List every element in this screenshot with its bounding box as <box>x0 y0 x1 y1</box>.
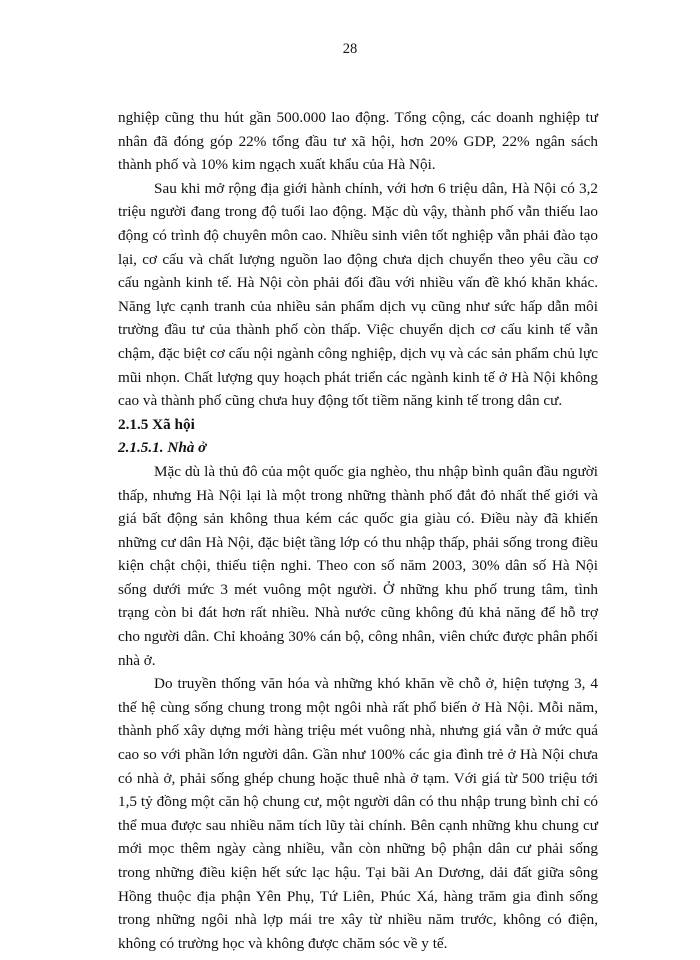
paragraph-housing-cost: Mặc dù là thủ đô của một quốc gia nghèo, thu nhập bình quân đầu người thấp, nhưng Hà Nội lại là một trong những thành phố đắt đỏ nhất thế giới và giá bất động sản không thua kém các quốc gia giàu có. Điều này đã khiến những cư dân Hà Nội, đặc biệt tầng lớp có thu nhập thấp, phải sống trong điều kiện chật chội, thiếu tiện nghi. Theo con số năm 2003, 30% dân số Hà Nội sống dưới mức 3 mét vuông một người. Ở những khu phố trung tâm, tình trạng còn bi đát hơn rất nhiều. Nhà nước cũng không đủ khả năng để hỗ trợ cho người dân. Chỉ khoảng 30% cán bộ, công nhân, viên chức được phân phối nhà ở. <box>118 462 598 669</box>
section-heading: 2.1.5 Xã hội <box>118 415 195 433</box>
document-body <box>118 106 598 955</box>
paragraph-continuation: nghiệp cũng thu hút gần 500.000 lao động. Tổng cộng, các doanh nghiệp tư nhân đã đóng góp 22% tổng đầu tư xã hội, hơn 20% GDP, 22% ngân sách thành phố và 10% kim ngạch xuất khẩu của Hà Nội. <box>118 109 598 174</box>
paragraph-housing-generations: Do truyền thống văn hóa và những khó khăn về chỗ ở, hiện tượng 3, 4 thế hệ cùng sống chung trong một ngôi nhà rất phổ biến ở Hà Nội. Mỗi năm, thành phố xây dựng mới hàng triệu mét vuông nhà, nhưng giá vẫn ở mức quá cao so với phần lớn người dân. Gần như 100% các gia đình trẻ ở Hà Nội chưa có nhà ở, phải sống ghép chung hoặc thuê nhà ở tạm. Với giá từ 500 triệu tới 1,5 tỷ đồng một căn hộ chung cư, một người dân có thu nhập trung bình chỉ có thể mua được sau nhiều năm tích lũy tài chính. Bên cạnh những khu chung cư mới mọc thêm ngày càng nhiều, vẫn còn những bộ phận dân cư phải sống trong những điều kiện hết sức lạc hậu. Tại bãi An Dương, dải đất giữa sông Hồng thuộc địa phận Yên Phụ, Tứ Liên, Phúc Xá, hàng trăm gia đình sống trong những ngôi nhà lợp mái tre xây từ nhiều năm trước, không có điện, không có trường học và không được chăm sóc về y tế. <box>118 675 598 952</box>
paragraph-labor: Sau khi mở rộng địa giới hành chính, với hơn 6 triệu dân, Hà Nội có 3,2 triệu người đang trong độ tuổi lao động. Mặc dù vậy, thành phố vẫn thiếu lao động có trình độ chuyên môn cao. Nhiều sinh viên tốt nghiệp vẫn phải đào tạo lại, cơ cấu và chất lượng nguồn lao động chưa dịch chuyển theo yêu cầu cơ cấu ngành kinh tế. Hà Nội còn phải đối đầu với nhiều vấn đề khó khăn khác. Năng lực cạnh tranh của nhiều sản phẩm dịch vụ cũng như sức hấp dẫn môi trường đầu tư của thành phố còn thấp. Việc chuyển dịch cơ cấu kinh tế vẫn chậm, đặc biệt cơ cấu nội ngành công nghiệp, dịch vụ và các sản phẩm chủ lực mũi nhọn. Chất lượng quy hoạch phát triển các ngành kinh tế ở Hà Nội không cao và thành phố cũng chưa huy động tốt tiềm năng kinh tế trong dân cư. <box>118 179 598 410</box>
subsection-heading: 2.1.5.1. Nhà ở <box>118 439 207 457</box>
page-number: 28 <box>342 41 358 57</box>
